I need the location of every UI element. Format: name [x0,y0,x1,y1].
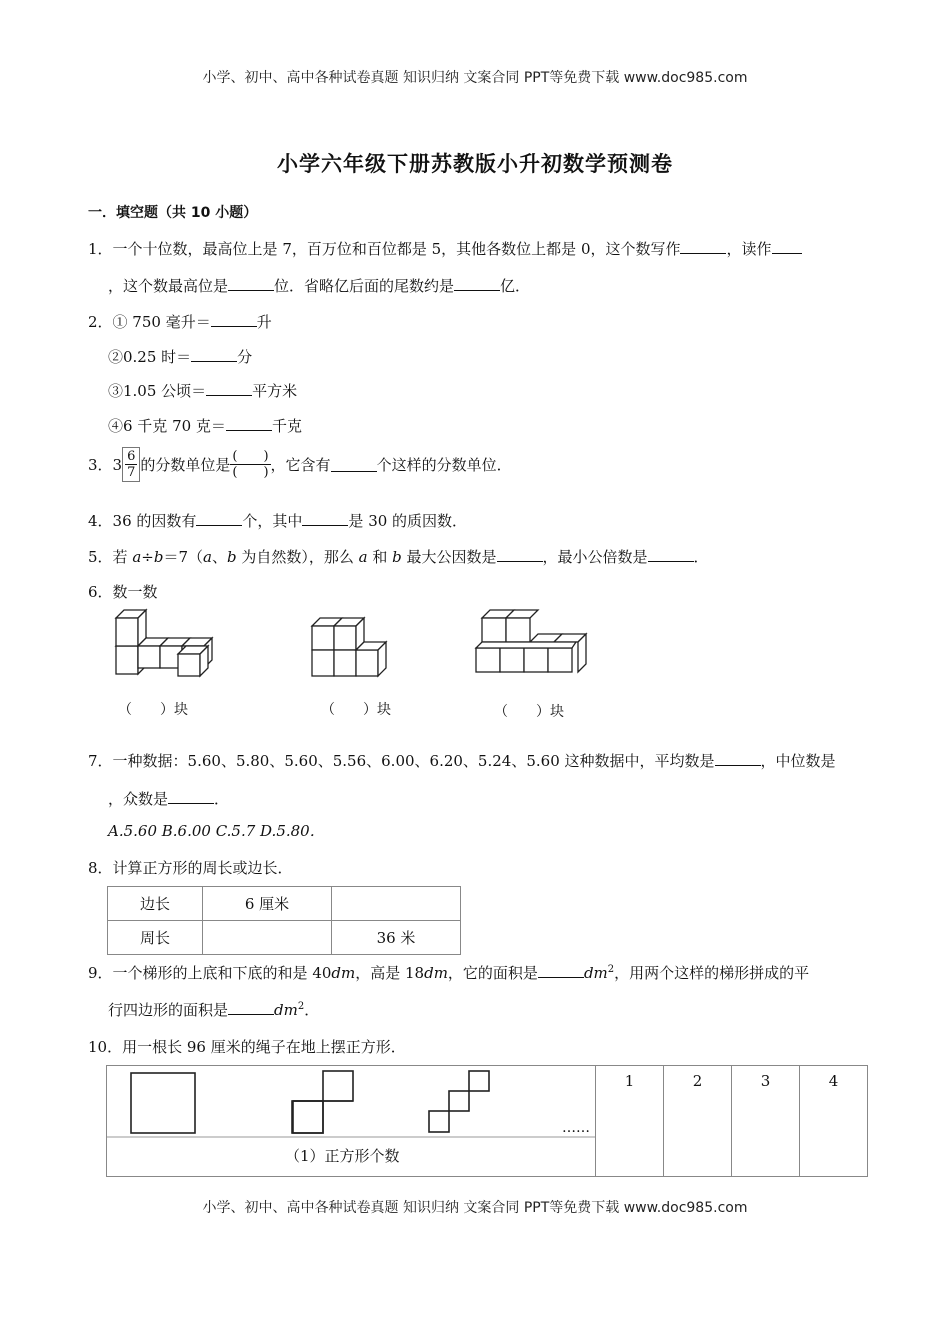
question-1-line-2: ，这个数最高位是 位．省略亿后面的尾数约是 亿． [108,277,531,295]
mixed-fraction: $\frac{6}{7}$ [122,447,140,482]
question-9-line-2: 行四边形的面积是 $dm^2$． [108,1001,320,1019]
answer-blank[interactable] [331,457,377,472]
cube-figure-2 [312,618,386,676]
table-row [108,921,461,955]
question-4: 4．36 的因数有 个，其中 是 30 的质因数． [88,512,468,530]
table-cell: 边长 [108,887,203,921]
question-6: 6．数一数 [88,583,158,601]
answer-blank[interactable] [168,789,214,804]
answer-blank[interactable] [228,1000,274,1015]
figure-1-label: （ ）块 [118,702,188,718]
question-10: 10．用一根长 96 厘米的绳子在地上摆正方形． [88,1038,406,1056]
answer-blank[interactable] [196,511,242,526]
answer-blank[interactable] [302,511,348,526]
cube-figure-3 [476,610,586,672]
section-heading: 一．填空题（共 10 小题） [88,205,258,221]
table-row [108,887,461,921]
question-1-line-1: 1．一个十位数，最高位上是 7，百万位和百位都是 5，其他各数位上都是 0，这个数写作 ，读作 [88,238,802,259]
question-2-part-1: 2．① 750 毫升＝ 升 [88,313,272,331]
answer-blank[interactable] [648,547,694,562]
ellipsis: …… [562,1120,590,1136]
answer-blank[interactable] [715,751,761,766]
figure-2-label: （ ）块 [321,702,391,718]
question-7-line-2: ，众数是 ． [108,790,230,808]
page-header: 小学、初中、高中各种试卷真题 知识归纳 文案合同 PPT等免费下载 www.doc985.com [202,70,748,86]
question-3: 3．3 $\frac{6}{7}$ 的分数单位是 $\frac{( )}{( )}$ ，它含有 个这样的分数单位． [88,449,512,480]
table-cell[interactable] [332,887,461,921]
answer-blank[interactable] [772,239,802,254]
table-column-header: 1 [595,1066,663,1176]
question-2-part-3: ③1.05 公顷＝ 平方米 [108,382,298,400]
table-column-header: 3 [731,1066,799,1176]
answer-blank[interactable] [206,381,252,396]
table-column-header: 2 [663,1066,731,1176]
square-table [107,886,461,955]
answer-blank[interactable] [211,312,257,327]
page-title: 小学六年级下册苏教版小升初数学预测卷 [277,152,673,176]
table-caption: （1）正方形个数 [285,1147,400,1165]
answer-blank[interactable] [228,276,274,291]
answer-blank[interactable] [538,963,584,978]
question-9-line-1: 9．一个梯形的上底和下底的和是 40dm，高是 18dm，它的面积是 $dm^2$，用两个这样的梯形拼成的平 [88,964,810,982]
answer-blank[interactable] [680,239,726,254]
table-cell: 周长 [108,921,203,955]
question-8: 8．计算正方形的周长或边长． [88,859,293,877]
question-2-part-4: ④6 千克 70 克＝ 千克 [108,417,302,435]
answer-blank[interactable] [191,347,237,362]
question-7-options: A.5.60 B.6.00 C.5.7 D.5.80． [108,822,325,840]
square-count-table [106,1065,868,1177]
answer-blank[interactable] [454,276,500,291]
table-cell[interactable] [203,921,332,955]
table-cell: 36 米 [332,921,461,955]
answer-blank[interactable] [497,547,543,562]
figure-3-label: （ ）块 [494,704,564,720]
question-5: 5．若 a÷b＝7（a、b 为自然数），那么 a 和 b 最大公因数是 ，最小公倍数是 ． [88,548,709,566]
question-7-line-1: 7．一种数据：5.60、5.80、5.60、5.56、6.00、6.20、5.24、5.60 这种数据中，平均数是 ，中位数是 [88,752,836,770]
page-footer: 小学、初中、高中各种试卷真题 知识归纳 文案合同 PPT等免费下载 www.doc985.com [202,1200,748,1216]
table-cell: 6 厘米 [203,887,332,921]
question-2-part-2: ②0.25 时＝ 分 [108,348,253,366]
answer-blank[interactable] [226,416,272,431]
fraction-unit-blank[interactable]: $\frac{( )}{( )}$ [232,449,269,480]
table-column-header: 4 [799,1066,867,1176]
cube-figures [106,606,588,721]
square-patterns [107,1066,597,1176]
cube-figure-1 [116,610,212,676]
